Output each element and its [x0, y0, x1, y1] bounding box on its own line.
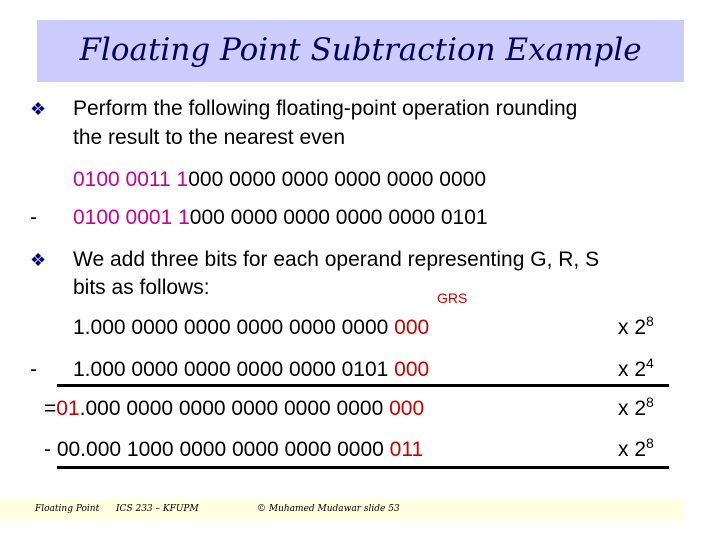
footer-author: © Muhamed Mudawar slide 53: [257, 504, 400, 514]
slide-title: Floating Point Subtraction Example: [79, 32, 642, 68]
footer-course: ICS 233 – KFUPM: [116, 504, 199, 514]
row-body: .000 0000 0000 0000 0000 0000: [79, 397, 390, 420]
exp-base: x 2: [618, 397, 647, 420]
sum-rule: [57, 384, 669, 387]
row-exponent: [618, 355, 654, 383]
result-rule: [57, 466, 669, 469]
row-prefix: -: [44, 438, 57, 461]
bullet1-line1: Perform the following floating-point operation rounding: [73, 97, 578, 120]
bullet2-line2: bits as follows:: [73, 276, 210, 299]
grs-bits: 000: [389, 397, 425, 420]
row-body: 1.000 0000 0000 0000 0000 0101: [73, 358, 395, 381]
row-body: 1.000 0000 0000 0000 0000 0000: [73, 316, 395, 339]
minus-sign: -: [30, 206, 37, 229]
bullet2-line1: We add three bits for each operand representing G, R, S: [73, 248, 600, 271]
operand1-rest: 000 0000 0000 0000 0000 0000: [188, 168, 487, 191]
exp-base: x 2: [618, 438, 647, 461]
diamond-bullet-icon: ❖: [30, 250, 47, 270]
exp-power: 8: [646, 435, 654, 451]
operand1: [73, 168, 486, 192]
aligned-row-2: [73, 358, 429, 382]
row-exponent: [618, 435, 654, 463]
exp-power: 8: [646, 313, 654, 329]
operand2: [73, 206, 488, 230]
difference-row: [44, 438, 423, 462]
title-banner: [37, 20, 684, 82]
operand1-highlight: 0100 0011 1: [73, 168, 189, 191]
footer-bar: [0, 500, 684, 520]
grs-bits: 011: [389, 438, 424, 461]
grs-bits: 000: [394, 316, 430, 339]
operand2-rest: 000 0000 0000 0000 0000 0101: [189, 206, 488, 229]
operand2-highlight: 0100 0001 1: [73, 206, 190, 229]
footer-topic: Floating Point: [35, 504, 100, 514]
exp-power: 8: [646, 394, 654, 410]
bullet1-line2: the result to the nearest even: [73, 126, 346, 149]
row-exponent: [618, 394, 654, 422]
grs-label: GRS: [437, 290, 468, 306]
row-exponent: [618, 313, 654, 341]
exp-base: x 2: [618, 316, 647, 339]
diamond-bullet-icon: ❖: [30, 99, 47, 119]
row-body: 00.000 1000 0000 0000 0000 0000: [56, 438, 390, 461]
exp-base: x 2: [618, 358, 647, 381]
row-prefix: -: [30, 358, 37, 381]
result-row: [44, 397, 424, 421]
aligned-row-1: [73, 316, 429, 340]
carry-bits: 01: [56, 397, 80, 420]
row-prefix: =: [44, 397, 57, 420]
grs-bits: 000: [394, 358, 430, 381]
exp-power: 4: [646, 355, 654, 371]
